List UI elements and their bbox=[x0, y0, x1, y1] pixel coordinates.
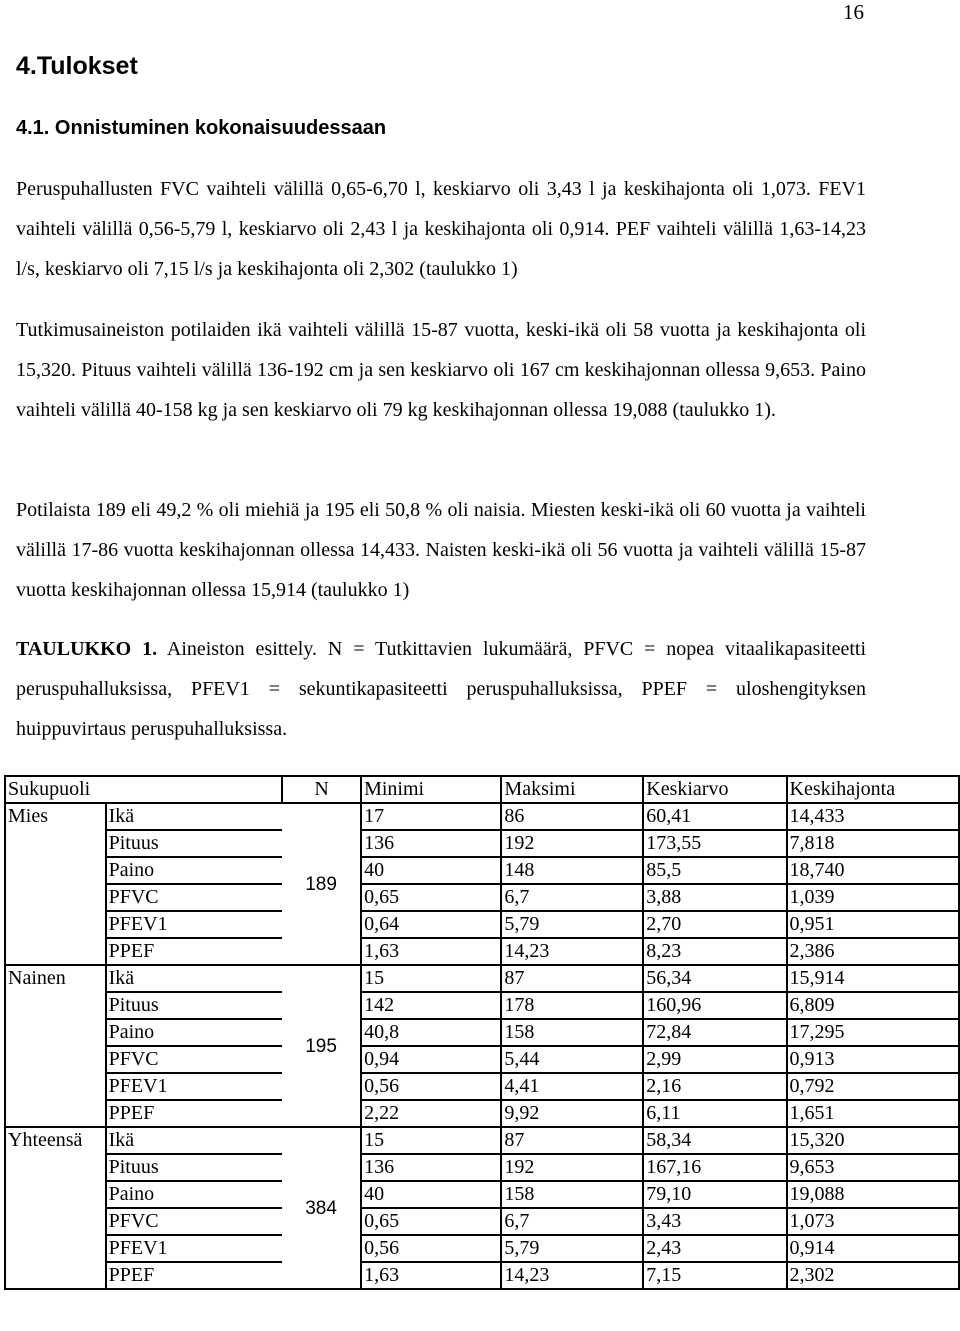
table-row bbox=[5, 884, 959, 911]
min-cell: 0,65 bbox=[361, 884, 501, 911]
table-row bbox=[5, 1127, 959, 1154]
sd-cell: 1,039 bbox=[787, 884, 959, 911]
min-cell: 40 bbox=[361, 1181, 501, 1208]
variable-cell: Ikä bbox=[106, 1127, 283, 1154]
max-cell: 9,92 bbox=[501, 1100, 643, 1127]
table-row bbox=[5, 1019, 959, 1046]
table-row bbox=[5, 1154, 959, 1181]
variable-cell: PPEF bbox=[106, 938, 283, 965]
sd-cell: 1,651 bbox=[787, 1100, 959, 1127]
max-cell: 6,7 bbox=[501, 884, 643, 911]
results-table bbox=[4, 775, 960, 1290]
max-cell: 192 bbox=[501, 830, 643, 857]
table-caption-text: Aineiston esittely. N = Tutkittavien lukumäärä, PFVC = nopea vitaalikapasiteetti peruspuhalluksissa, PFEV1 = sekuntikapasiteetti peruspuhalluksissa, PPEF = uloshengityksen huippuvirtaus peruspuhalluksissa. bbox=[16, 638, 866, 740]
min-cell: 40 bbox=[361, 857, 501, 884]
table-row bbox=[5, 938, 959, 965]
max-cell: 5,79 bbox=[501, 911, 643, 938]
sd-cell: 0,913 bbox=[787, 1046, 959, 1073]
max-cell: 14,23 bbox=[501, 1262, 643, 1289]
sd-cell: 6,809 bbox=[787, 992, 959, 1019]
table-row bbox=[5, 1100, 959, 1127]
table-header-row bbox=[5, 776, 959, 803]
paragraph-spirometry: Peruspuhallusten FVC vaihteli välillä 0,65-6,70 l, keskiarvo oli 3,43 l ja keskihajonta oli 1,073. FEV1 vaihteli välillä 0,56-5,79 l, keskiarvo oli 2,43 l ja keskihajonta oli 0,914. PEF vaihteli välillä 1,63-14,23 l/s, keskiarvo oli 7,15 l/s ja keskihajonta oli 2,302 (taulukko 1) bbox=[16, 178, 866, 280]
mean-cell: 173,55 bbox=[643, 830, 786, 857]
variable-cell: PPEF bbox=[106, 1100, 283, 1127]
mean-cell: 8,23 bbox=[643, 938, 786, 965]
table-row bbox=[5, 1262, 959, 1289]
min-cell: 0,64 bbox=[361, 911, 501, 938]
sd-cell: 19,088 bbox=[787, 1181, 959, 1208]
variable-cell: Pituus bbox=[106, 830, 283, 857]
min-cell: 136 bbox=[361, 1154, 501, 1181]
table-row bbox=[5, 857, 959, 884]
min-cell: 136 bbox=[361, 830, 501, 857]
mean-cell: 160,96 bbox=[643, 992, 786, 1019]
min-cell: 15 bbox=[361, 1127, 501, 1154]
variable-cell: Ikä bbox=[106, 965, 283, 992]
variable-cell: Ikä bbox=[106, 803, 283, 830]
subsection-title: 4.1. Onnistuminen kokonaisuudessaan bbox=[16, 117, 387, 139]
n-cell: 195 bbox=[282, 965, 361, 1127]
min-cell: 40,8 bbox=[361, 1019, 501, 1046]
header-max: Maksimi bbox=[501, 776, 643, 803]
mean-cell: 58,34 bbox=[643, 1127, 786, 1154]
mean-cell: 56,34 bbox=[643, 965, 786, 992]
mean-cell: 2,16 bbox=[643, 1073, 786, 1100]
mean-cell: 60,41 bbox=[643, 803, 786, 830]
table-row bbox=[5, 1181, 959, 1208]
mean-cell: 7,15 bbox=[643, 1262, 786, 1289]
header-sex: Sukupuoli bbox=[5, 776, 282, 803]
variable-cell: Pituus bbox=[106, 1154, 283, 1181]
sd-cell: 9,653 bbox=[787, 1154, 959, 1181]
mean-cell: 85,5 bbox=[643, 857, 786, 884]
n-cell: 384 bbox=[282, 1127, 361, 1289]
variable-cell: PFVC bbox=[106, 1208, 283, 1235]
min-cell: 0,65 bbox=[361, 1208, 501, 1235]
mean-cell: 3,88 bbox=[643, 884, 786, 911]
variable-cell: PFEV1 bbox=[106, 1235, 283, 1262]
variable-cell: Pituus bbox=[106, 992, 283, 1019]
variable-cell: Paino bbox=[106, 1181, 283, 1208]
sex-cell: Yhteensä bbox=[5, 1127, 106, 1289]
header-mean: Keskiarvo bbox=[643, 776, 786, 803]
table-row bbox=[5, 1073, 959, 1100]
page-number: 16 bbox=[843, 0, 864, 24]
max-cell: 6,7 bbox=[501, 1208, 643, 1235]
sd-cell: 18,740 bbox=[787, 857, 959, 884]
sd-cell: 0,792 bbox=[787, 1073, 959, 1100]
sd-cell: 15,320 bbox=[787, 1127, 959, 1154]
variable-cell: PFEV1 bbox=[106, 911, 283, 938]
sd-cell: 0,951 bbox=[787, 911, 959, 938]
max-cell: 158 bbox=[501, 1181, 643, 1208]
table-row bbox=[5, 911, 959, 938]
min-cell: 15 bbox=[361, 965, 501, 992]
max-cell: 86 bbox=[501, 803, 643, 830]
min-cell: 17 bbox=[361, 803, 501, 830]
max-cell: 14,23 bbox=[501, 938, 643, 965]
sd-cell: 2,386 bbox=[787, 938, 959, 965]
table-caption-label: TAULUKKO 1. bbox=[16, 638, 158, 660]
table-row bbox=[5, 965, 959, 992]
mean-cell: 6,11 bbox=[643, 1100, 786, 1127]
sex-cell: Mies bbox=[5, 803, 106, 965]
sd-cell: 15,914 bbox=[787, 965, 959, 992]
sd-cell: 17,295 bbox=[787, 1019, 959, 1046]
table-row bbox=[5, 830, 959, 857]
mean-cell: 167,16 bbox=[643, 1154, 786, 1181]
max-cell: 158 bbox=[501, 1019, 643, 1046]
max-cell: 178 bbox=[501, 992, 643, 1019]
min-cell: 0,56 bbox=[361, 1073, 501, 1100]
min-cell: 1,63 bbox=[361, 938, 501, 965]
min-cell: 0,94 bbox=[361, 1046, 501, 1073]
max-cell: 4,41 bbox=[501, 1073, 643, 1100]
header-sd: Keskihajonta bbox=[787, 776, 959, 803]
variable-cell: Paino bbox=[106, 857, 283, 884]
section-title: 4.Tulokset bbox=[16, 52, 138, 80]
table-row bbox=[5, 1235, 959, 1262]
mean-cell: 79,10 bbox=[643, 1181, 786, 1208]
min-cell: 142 bbox=[361, 992, 501, 1019]
table-caption bbox=[16, 629, 866, 749]
paragraph-demographics: Tutkimusaineiston potilaiden ikä vaihteli välillä 15-87 vuotta, keski-ikä oli 58 vuotta ja keskihajonta oli 15,320. Pituus vaihteli välillä 136-192 cm ja sen keskiarvo oli 167 cm keskihajonnan ollessa 9,653. Paino vaihteli välillä 40-158 kg ja sen keskiarvo oli 79 kg keskihajonnan ollessa 19,088 (taulukko 1). bbox=[16, 319, 866, 421]
mean-cell: 3,43 bbox=[643, 1208, 786, 1235]
sex-cell: Nainen bbox=[5, 965, 106, 1127]
max-cell: 192 bbox=[501, 1154, 643, 1181]
max-cell: 87 bbox=[501, 965, 643, 992]
header-min: Minimi bbox=[361, 776, 501, 803]
variable-cell: PFVC bbox=[106, 884, 283, 911]
max-cell: 148 bbox=[501, 857, 643, 884]
sd-cell: 2,302 bbox=[787, 1262, 959, 1289]
max-cell: 5,44 bbox=[501, 1046, 643, 1073]
mean-cell: 2,43 bbox=[643, 1235, 786, 1262]
variable-cell: Paino bbox=[106, 1019, 283, 1046]
max-cell: 5,79 bbox=[501, 1235, 643, 1262]
variable-cell: PFVC bbox=[106, 1046, 283, 1073]
table-row bbox=[5, 992, 959, 1019]
min-cell: 0,56 bbox=[361, 1235, 501, 1262]
mean-cell: 2,99 bbox=[643, 1046, 786, 1073]
table-row bbox=[5, 803, 959, 830]
table-row bbox=[5, 1208, 959, 1235]
paragraph-sex-distribution: Potilaista 189 eli 49,2 % oli miehiä ja 195 eli 50,8 % oli naisia. Miesten keski-ikä oli 60 vuotta ja vaihteli välillä 17-86 vuotta keskihajonnan ollessa 14,433. Naisten keski-ikä oli 56 vuotta ja vaihteli välillä 15-87 vuotta keskihajonnan ollessa 15,914 (taulukko 1) bbox=[16, 499, 866, 601]
n-cell: 189 bbox=[282, 803, 361, 965]
max-cell: 87 bbox=[501, 1127, 643, 1154]
variable-cell: PFEV1 bbox=[106, 1073, 283, 1100]
min-cell: 1,63 bbox=[361, 1262, 501, 1289]
mean-cell: 72,84 bbox=[643, 1019, 786, 1046]
table-row bbox=[5, 1046, 959, 1073]
header-n: N bbox=[282, 776, 361, 803]
min-cell: 2,22 bbox=[361, 1100, 501, 1127]
variable-cell: PPEF bbox=[106, 1262, 283, 1289]
sd-cell: 1,073 bbox=[787, 1208, 959, 1235]
mean-cell: 2,70 bbox=[643, 911, 786, 938]
sd-cell: 14,433 bbox=[787, 803, 959, 830]
sd-cell: 0,914 bbox=[787, 1235, 959, 1262]
sd-cell: 7,818 bbox=[787, 830, 959, 857]
